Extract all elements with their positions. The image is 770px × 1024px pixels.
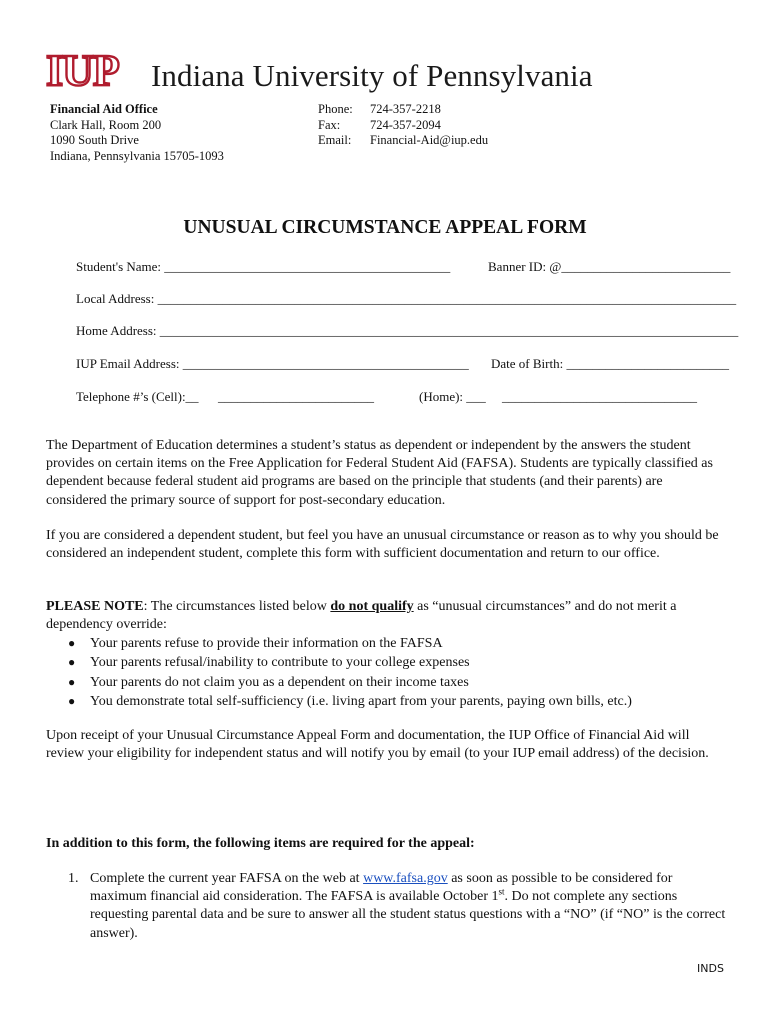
address-line-1: Clark Hall, Room 200: [50, 117, 162, 132]
phone-row: [318, 102, 488, 118]
student-name-field[interactable]: Student's Name: ____________________________________________: [76, 259, 451, 274]
note-paragraph: [46, 598, 726, 634]
footer-code: INDS: [697, 962, 724, 975]
email-label: Email:: [318, 133, 352, 147]
bullet-icon: ●: [68, 674, 76, 689]
list-item-text: Your parents do not claim you as a dependent on their income taxes: [90, 674, 469, 690]
address-line-2: 1090 South Drive: [50, 133, 139, 147]
date-of-birth-field[interactable]: Date of Birth: _________________________: [491, 356, 729, 371]
bullet-icon: ●: [68, 694, 76, 709]
email-value: Financial-Aid@iup.edu: [370, 133, 489, 147]
item-text: [90, 870, 728, 943]
iup-logo-mark: [46, 50, 146, 90]
fax-row: [318, 118, 488, 134]
list-item-text: You demonstrate total self-sufficiency (i.e. living apart from your parents, paying own bills, etc.): [90, 694, 632, 710]
fafsa-link[interactable]: www.fafsa.gov: [363, 871, 448, 886]
please-note: [46, 598, 726, 634]
list-item: [68, 673, 632, 692]
list-item: [68, 634, 632, 653]
paragraph-3: Upon receipt of your Unusual Circumstance Appeal Form and documentation, the IUP Office of Financial Aid will review your eligibility for independent status and will notify you by email (to your IUP email address) of the decision.: [46, 728, 709, 762]
paragraph-2: If you are considered a dependent student, but feel you have an unusual circumstance or reason as to why you should be considered an independent student, complete this form with sufficient documentation and return to our office.: [46, 528, 719, 562]
dependent-student-instructions: [46, 527, 726, 563]
telephone-home-field[interactable]: (Home): ___ ______________________________: [419, 389, 698, 404]
list-item: [68, 870, 728, 943]
note-label: PLEASE NOTE: [46, 599, 144, 614]
item-number: 1.: [68, 871, 79, 886]
dependency-explanation: [46, 437, 726, 510]
phone-label: Phone:: [318, 102, 353, 116]
telephone-cell-field[interactable]: Telephone #’s (Cell):__ ________________________: [76, 389, 375, 404]
email-row: [318, 133, 488, 149]
logo-text: IUP: [46, 50, 119, 90]
list-item-text: Your parents refuse to provide their information on the FAFSA: [90, 636, 443, 651]
list-item: [68, 692, 632, 711]
university-name: Indiana University of Pennsylvania: [151, 58, 593, 93]
office-address-block: [50, 102, 224, 164]
fax-value: 724-357-2094: [370, 117, 441, 132]
ordinal-suffix: st: [498, 886, 505, 897]
office-name: Financial Aid Office: [50, 102, 158, 116]
item-text-b: as soon as possible to be considered for maximum financial aid consideration. The FAFSA is available October 1: [90, 871, 673, 905]
bullet-icon: ●: [68, 636, 76, 650]
bullet-icon: ●: [68, 655, 76, 670]
home-address-field[interactable]: Home Address: _________________________________________________________________________________________: [76, 323, 739, 338]
non-qualifying-list: [68, 634, 632, 712]
address-line-3: Indiana, Pennsylvania 15705-1093: [50, 148, 224, 163]
note-emphasis: do not qualify: [330, 599, 414, 614]
phone-value: 724-357-2218: [370, 102, 441, 116]
iup-email-field[interactable]: IUP Email Address: ____________________________________________: [76, 356, 469, 371]
form-title: UNUSUAL CIRCUMSTANCE APPEAL FORM: [183, 217, 587, 238]
required-items-list: [68, 870, 728, 943]
required-items-heading: In addition to this form, the following items are required for the appeal:: [46, 836, 475, 851]
fax-label: Fax:: [318, 117, 341, 132]
item-text-c: . Do not complete any sections requesting parental data and be sure to answer all the student status questions with a “NO” (if “NO” is the correct answer).: [90, 889, 726, 941]
note-text-2: as “unusual circumstances” and do not merit a dependency override:: [46, 599, 677, 633]
banner-id-field[interactable]: Banner ID: @__________________________: [488, 259, 731, 274]
paragraph-1: The Department of Education determines a student’s status as dependent or independent by the answers the student provides on certain items on the Free Application for Federal Student Aid (FAFSA). Students are typically classified as dependent because federal student aid programs are based on the principle that students (and their parents) are considered the primary source of support for post-secondary education.: [46, 438, 713, 508]
list-item-text: Your parents refusal/inability to contribute to your college expenses: [90, 655, 470, 671]
iup-logo: [46, 50, 146, 90]
list-item: [68, 653, 632, 672]
local-address-field[interactable]: Local Address: _________________________________________________________________________________________: [76, 291, 737, 306]
review-notice: [46, 727, 726, 763]
item-text-a: Complete the current year FAFSA on the web at: [90, 871, 364, 886]
note-text-1: : The circumstances listed below: [143, 599, 331, 614]
contact-block: [318, 102, 488, 149]
